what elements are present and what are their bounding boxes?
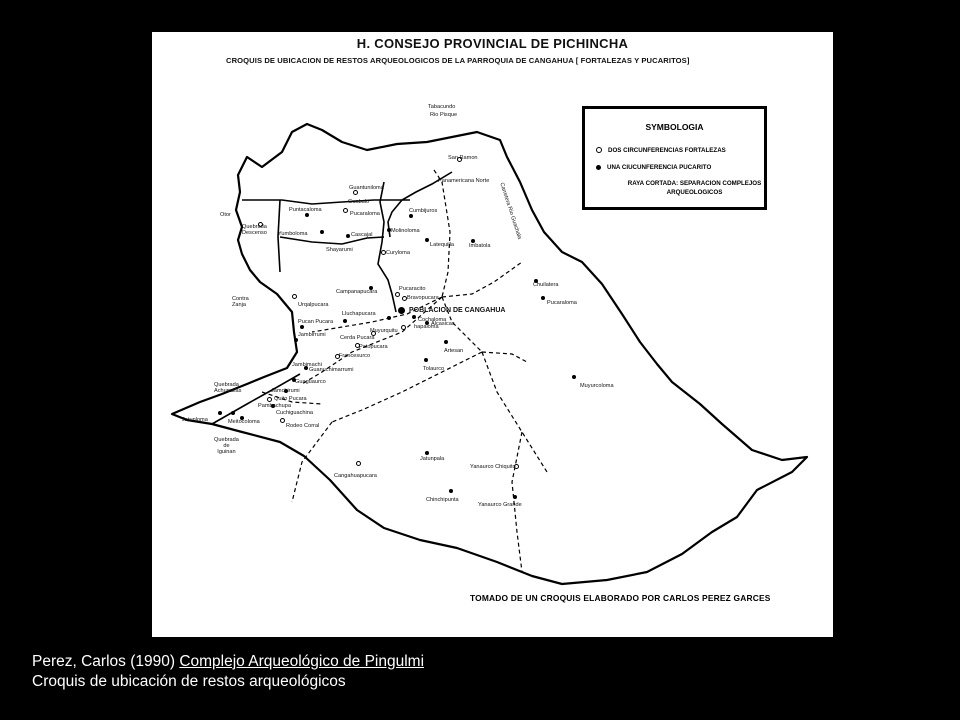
- place-cumbijuros: Cumbijuros: [409, 208, 438, 214]
- place-molinoloma: Molinoloma: [391, 228, 420, 234]
- pucarito-marker: [387, 316, 391, 320]
- place-guabulo: Guabulo: [348, 199, 370, 205]
- river-line: [242, 200, 410, 204]
- place-urqalpucara: Urqalpucara: [298, 302, 329, 308]
- pucarito-marker: [300, 325, 304, 329]
- place-pambachupa: Pambachupa: [258, 403, 291, 409]
- pucarito-marker: [343, 319, 347, 323]
- place-hapaloma: hapaloma: [414, 324, 439, 330]
- place-puntacaloma: Puntacaloma: [289, 207, 322, 213]
- place-otor: Otor: [220, 212, 231, 218]
- fortaleza-marker: [267, 397, 272, 402]
- place-carretera-guachala: Carretera Rio Guachala: [498, 182, 523, 241]
- solid-circle-icon: [596, 165, 601, 170]
- place-pucaraloma-east: Pucaraloma: [547, 300, 577, 306]
- open-circle-icon: [596, 147, 602, 153]
- pucarito-marker: [231, 411, 235, 415]
- place-yanaurco-chiquito: Yanaurco Chiquito: [470, 464, 516, 470]
- place-bravopucara: Bravopucara: [407, 295, 439, 301]
- place-pucaraloma-north: Pucaraloma: [350, 211, 380, 217]
- place-muyurcoloma: Muyurcoloma: [580, 383, 614, 389]
- place-jatunpala: Jatunpala: [420, 456, 445, 462]
- map-credit: TOMADO DE UN CROQUIS ELABORADO POR CARLOS PEREZ GARCES: [470, 593, 771, 603]
- place-guanuchimarrumi: Guanuchimarrumi: [309, 367, 354, 373]
- caption-citation: [32, 652, 424, 672]
- place-pucan-pucara: Pucan Pucara: [298, 319, 334, 325]
- place-latequilla: Latequilla: [430, 242, 454, 248]
- legend-box: [582, 106, 767, 210]
- place-jatunloma: Jatunloma: [182, 417, 208, 423]
- place-patopucara: Patopucara: [359, 344, 388, 350]
- fortaleza-marker: [292, 294, 297, 299]
- place-chinchipunta: Chinchipunta: [426, 497, 459, 503]
- place-campanapucara: Campanapucara: [336, 289, 378, 295]
- place-rodeo-corral: Rodeo Corral: [286, 423, 320, 429]
- legend-label-dashed: RAYA CORTADA: SEPARACION COMPLEJOS ARQUEOLOGICOS: [627, 180, 762, 196]
- place-muyurquitu: Muyurquitu: [370, 328, 398, 334]
- place-curyloma: Curyloma: [386, 250, 410, 256]
- pucarito-marker: [305, 213, 309, 217]
- place-cangahuapucara: Cangahuapucara: [334, 473, 377, 479]
- map-panel: [152, 32, 833, 637]
- place-panamericana-norte: Panamericana Norte: [438, 178, 490, 184]
- fortaleza-marker: [395, 292, 400, 297]
- place-san-ramon: San Ramon: [448, 155, 478, 161]
- place-rio-pisque: Rio Pisque: [430, 112, 458, 118]
- place-alcasicas: Alcasicas: [431, 321, 455, 327]
- pucarito-marker: [320, 230, 324, 234]
- place-cerda-pucara: Cerda Pucara: [340, 335, 375, 341]
- place-meitocoloma: Meitocoloma: [228, 419, 260, 425]
- place-jambirrumi: Jambirrumi: [298, 332, 326, 338]
- river-line: [280, 237, 384, 244]
- place-tabacundo: Tabacundo: [428, 104, 456, 110]
- caption-work-title: Complejo Arqueológico de Pingulmi: [179, 653, 425, 670]
- place-artesan: Artesan: [444, 348, 464, 354]
- place-guaguaurco: Guaguaurco: [295, 379, 326, 385]
- fortaleza-marker: [280, 418, 285, 423]
- fortaleza-marker: [401, 325, 406, 330]
- place-jamchirumi: Jamchirumi: [271, 388, 300, 394]
- pucarito-marker: [449, 489, 453, 493]
- place-yumboloma: Yumboloma: [278, 231, 308, 237]
- map-subtitle: CROQUIS DE UBICACION DE RESTOS ARQUEOLOGICOS DE LA PARROQUIA DE CANGAHUA [ FORTALEZAS Y PUCARITOS]: [226, 56, 690, 65]
- pucarito-marker: [409, 214, 413, 218]
- pucarito-marker: [444, 340, 448, 344]
- place-cuchiguachina: Cuchiguachina: [276, 410, 314, 416]
- place-cochaloma: Cochaloma: [418, 317, 447, 323]
- place-quebrada-achupallas: Quebrada Achupallas: [214, 382, 242, 394]
- place-shayarumi: Shayarumi: [326, 247, 353, 253]
- place-quebrada-descenso: Quebrada Descenso: [242, 224, 267, 236]
- place-francesurco: Francesurco: [339, 353, 371, 359]
- legend-row-pucarito: [596, 164, 711, 171]
- fortaleza-marker: [356, 461, 361, 466]
- pucarito-marker: [346, 234, 350, 238]
- place-tolaurco: Tolaurco: [423, 366, 445, 372]
- place-pucaracito: Pucaracito: [399, 286, 426, 292]
- pucarito-marker: [294, 338, 298, 342]
- town-marker: [398, 307, 405, 314]
- place-quebrada-iguinan: Quebrada de Iguinan: [214, 437, 239, 455]
- pucarito-marker: [425, 451, 429, 455]
- place-contra-zanja: Contra Zanja: [232, 296, 249, 308]
- place-guantuniloma: Guantuniloma: [349, 185, 384, 191]
- place-jambimachi: Jambimachi: [292, 362, 322, 368]
- fortaleza-marker: [343, 208, 348, 213]
- legend-row-fortaleza: [596, 147, 726, 154]
- place-lluchapucara: Lluchapucara: [342, 311, 376, 317]
- legend-title: SYMBOLOGIA: [645, 122, 704, 132]
- caption-description: Croquis de ubicación de restos arqueológicos: [32, 673, 346, 690]
- place-quito-pucara: Quito Pucara: [274, 396, 307, 402]
- map-title: H. CONSEJO PROVINCIAL DE PICHINCHA: [356, 36, 629, 51]
- pucarito-marker: [412, 315, 416, 319]
- place-imbatola: Imbatola: [469, 243, 491, 249]
- legend-label-fortaleza: DOS CIRCUNFERENCIAS FORTALEZAS: [608, 147, 726, 154]
- place-chuilatera: Chuilatera: [533, 282, 559, 288]
- caption: [32, 652, 424, 692]
- caption-author-year: Perez, Carlos (1990): [32, 653, 180, 670]
- pucarito-marker: [424, 358, 428, 362]
- pucarito-marker: [572, 375, 576, 379]
- legend-label-pucarito: UNA CIUCUNFERENCIA PUCARITO: [607, 164, 712, 171]
- pucarito-marker: [218, 411, 222, 415]
- pucarito-marker: [513, 495, 517, 499]
- place-cascajal: Cascajal: [351, 232, 373, 238]
- place-yanaurco-grande: Yanaurco Grande: [478, 502, 522, 508]
- pucarito-marker: [541, 296, 545, 300]
- river-line: [378, 182, 396, 312]
- place-poblacion-cangahua: POBLACION DE CANGAHUA: [409, 307, 506, 314]
- pucarito-marker: [425, 238, 429, 242]
